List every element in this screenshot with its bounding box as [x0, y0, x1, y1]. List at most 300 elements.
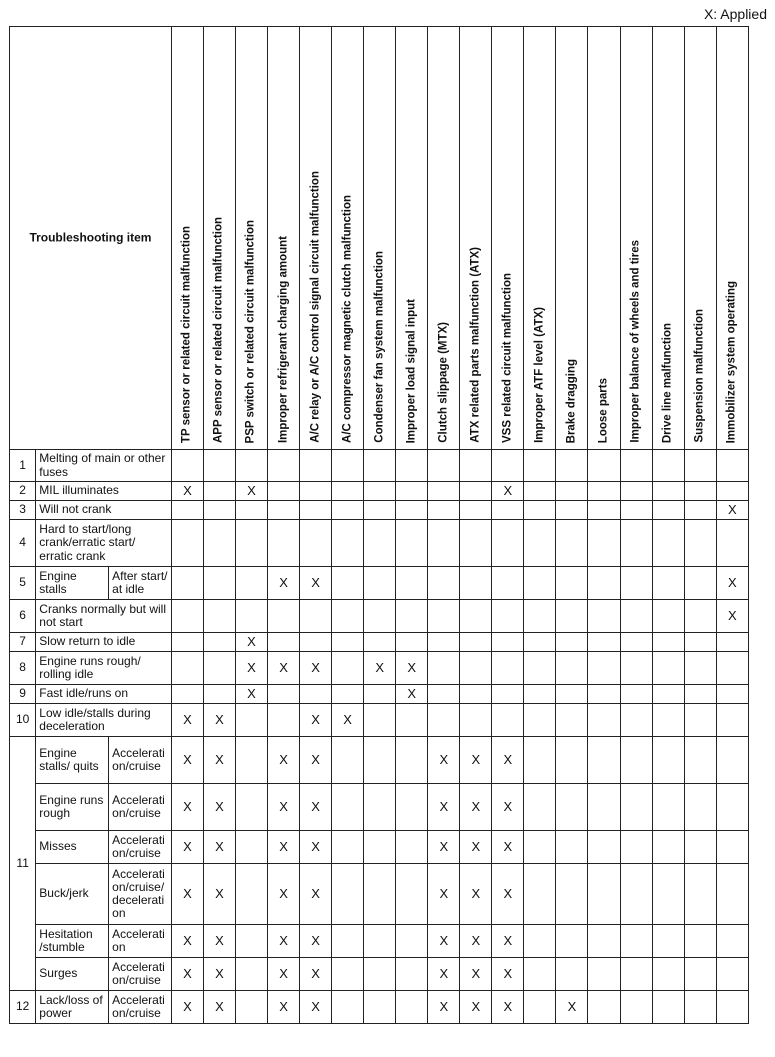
mark-cell — [652, 520, 684, 567]
mark-cell: X — [171, 784, 203, 831]
table-body — [10, 450, 749, 1024]
mark-cell — [652, 482, 684, 501]
mark-cell — [620, 482, 652, 501]
mark-cell: X — [268, 567, 300, 600]
mark-cell — [588, 831, 620, 864]
mark-cell — [588, 652, 620, 685]
mark-cell — [332, 864, 364, 925]
mark-cell — [364, 864, 396, 925]
column-header-label: VSS related circuit malfunction — [501, 273, 514, 443]
mark-cell: X — [332, 704, 364, 737]
mark-cell — [652, 633, 684, 652]
mark-cell — [332, 991, 364, 1024]
row-number: 3 — [10, 501, 36, 520]
mark-cell — [620, 685, 652, 704]
table-row — [10, 737, 749, 784]
mark-cell — [588, 600, 620, 633]
mark-cell — [364, 704, 396, 737]
mark-cell — [652, 704, 684, 737]
mark-cell — [396, 704, 428, 737]
mark-cell — [332, 633, 364, 652]
mark-cell — [556, 652, 588, 685]
row-item: Misses — [36, 831, 109, 864]
mark-cell — [332, 784, 364, 831]
mark-cell — [620, 737, 652, 784]
mark-cell — [652, 991, 684, 1024]
mark-cell — [364, 685, 396, 704]
mark-cell — [524, 520, 556, 567]
mark-cell — [300, 501, 332, 520]
mark-cell — [716, 482, 748, 501]
mark-cell: X — [203, 737, 235, 784]
mark-cell — [524, 482, 556, 501]
mark-cell — [524, 991, 556, 1024]
table-row — [10, 864, 749, 925]
mark-cell — [588, 991, 620, 1024]
mark-cell — [460, 482, 492, 501]
table-row — [10, 991, 749, 1024]
mark-cell: X — [300, 737, 332, 784]
mark-cell: X — [203, 958, 235, 991]
mark-cell — [588, 633, 620, 652]
mark-cell — [203, 450, 235, 482]
row-number: 4 — [10, 520, 36, 567]
mark-cell — [364, 482, 396, 501]
mark-cell — [460, 704, 492, 737]
mark-cell — [716, 704, 748, 737]
mark-cell — [268, 704, 300, 737]
mark-cell — [524, 450, 556, 482]
mark-cell: X — [300, 831, 332, 864]
mark-cell — [684, 501, 716, 520]
row-condition: Accelerati on/cruise — [109, 784, 172, 831]
mark-cell — [524, 567, 556, 600]
header-row — [10, 27, 749, 450]
mark-cell — [588, 450, 620, 482]
table-row — [10, 704, 749, 737]
mark-cell — [716, 520, 748, 567]
mark-cell — [588, 520, 620, 567]
mark-cell: X — [300, 925, 332, 958]
column-header — [492, 27, 524, 450]
mark-cell — [492, 520, 524, 567]
mark-cell: X — [300, 704, 332, 737]
row-condition: Accelerati on/cruise/ decelerati on — [109, 864, 172, 925]
column-header — [364, 27, 396, 450]
mark-cell — [203, 600, 235, 633]
mark-cell: X — [492, 991, 524, 1024]
mark-cell — [396, 501, 428, 520]
table-row — [10, 652, 749, 685]
column-header — [684, 27, 716, 450]
mark-cell — [684, 831, 716, 864]
mark-cell — [652, 784, 684, 831]
mark-cell — [460, 633, 492, 652]
mark-cell — [524, 784, 556, 831]
mark-cell — [396, 831, 428, 864]
mark-cell — [396, 864, 428, 925]
mark-cell — [428, 704, 460, 737]
mark-cell — [716, 784, 748, 831]
mark-cell — [716, 652, 748, 685]
column-header-label: A/C compressor magnetic clutch malfunction — [341, 195, 354, 443]
mark-cell — [364, 991, 396, 1024]
mark-cell — [171, 685, 203, 704]
mark-cell — [235, 567, 267, 600]
column-header-label: Condenser fan system malfunction — [373, 251, 386, 443]
mark-cell: X — [171, 737, 203, 784]
mark-cell — [524, 831, 556, 864]
row-item: Slow return to idle — [36, 633, 172, 652]
column-header-label: Immobilizer system operating — [726, 280, 739, 443]
mark-cell — [268, 450, 300, 482]
column-header — [171, 27, 203, 450]
mark-cell — [588, 685, 620, 704]
column-header-label: Loose parts — [597, 377, 610, 443]
mark-cell — [396, 633, 428, 652]
mark-cell — [684, 520, 716, 567]
mark-cell — [364, 567, 396, 600]
mark-cell — [556, 520, 588, 567]
mark-cell — [332, 737, 364, 784]
column-header-label: TP sensor or related circuit malfunction — [181, 225, 194, 443]
mark-cell — [524, 600, 556, 633]
mark-cell — [235, 925, 267, 958]
mark-cell — [684, 600, 716, 633]
mark-cell — [235, 864, 267, 925]
mark-cell — [460, 685, 492, 704]
mark-cell — [235, 831, 267, 864]
row-item: Engine stalls — [36, 567, 109, 600]
column-header-label: Improper refrigerant charging amount — [277, 235, 290, 443]
mark-cell — [396, 567, 428, 600]
mark-cell — [428, 633, 460, 652]
mark-cell: X — [492, 784, 524, 831]
row-item: Buck/jerk — [36, 864, 109, 925]
mark-cell — [524, 652, 556, 685]
mark-cell — [332, 482, 364, 501]
mark-cell: X — [203, 925, 235, 958]
legend: X: Applied — [703, 6, 767, 22]
mark-cell — [652, 450, 684, 482]
column-header — [268, 27, 300, 450]
mark-cell — [235, 704, 267, 737]
mark-cell — [716, 737, 748, 784]
mark-cell: X — [492, 958, 524, 991]
mark-cell — [652, 737, 684, 784]
mark-cell — [620, 958, 652, 991]
mark-cell: X — [300, 991, 332, 1024]
troubleshooting-table — [9, 26, 749, 1024]
table-row — [10, 925, 749, 958]
row-number: 2 — [10, 482, 36, 501]
row-number: 11 — [10, 737, 36, 991]
mark-cell — [364, 958, 396, 991]
mark-cell — [364, 831, 396, 864]
mark-cell — [332, 567, 364, 600]
mark-cell — [235, 450, 267, 482]
mark-cell — [396, 925, 428, 958]
mark-cell — [203, 685, 235, 704]
mark-cell — [235, 600, 267, 633]
mark-cell — [524, 958, 556, 991]
row-condition: Accelerati on/cruise — [109, 991, 172, 1024]
table-row — [10, 600, 749, 633]
mark-cell — [268, 501, 300, 520]
mark-cell — [171, 567, 203, 600]
mark-cell — [300, 520, 332, 567]
mark-cell — [364, 925, 396, 958]
row-number: 7 — [10, 633, 36, 652]
mark-cell: X — [171, 925, 203, 958]
row-condition: Accelerati on/cruise — [109, 737, 172, 784]
mark-cell: X — [460, 831, 492, 864]
mark-cell: X — [300, 958, 332, 991]
mark-cell — [684, 737, 716, 784]
mark-cell — [588, 925, 620, 958]
mark-cell — [524, 501, 556, 520]
mark-cell — [364, 501, 396, 520]
mark-cell — [588, 567, 620, 600]
mark-cell: X — [171, 482, 203, 501]
mark-cell — [268, 520, 300, 567]
mark-cell: X — [300, 864, 332, 925]
mark-cell — [332, 925, 364, 958]
mark-cell: X — [492, 482, 524, 501]
row-item: Fast idle/runs on — [36, 685, 172, 704]
mark-cell: X — [460, 784, 492, 831]
column-header — [524, 27, 556, 450]
mark-cell: X — [300, 567, 332, 600]
mark-cell — [300, 600, 332, 633]
mark-cell — [364, 600, 396, 633]
mark-cell — [716, 450, 748, 482]
mark-cell — [684, 450, 716, 482]
mark-cell: X — [428, 991, 460, 1024]
mark-cell — [203, 520, 235, 567]
table-row — [10, 450, 749, 482]
mark-cell — [492, 600, 524, 633]
table-row — [10, 501, 749, 520]
mark-cell — [556, 784, 588, 831]
row-item: Hard to start/long crank/erratic start/ erratic crank — [36, 520, 172, 567]
mark-cell — [716, 685, 748, 704]
mark-cell: X — [235, 685, 267, 704]
mark-cell — [332, 685, 364, 704]
mark-cell — [716, 958, 748, 991]
mark-cell — [171, 501, 203, 520]
mark-cell: X — [268, 652, 300, 685]
table-row — [10, 958, 749, 991]
header-title — [10, 27, 172, 450]
mark-cell: X — [556, 991, 588, 1024]
column-header — [460, 27, 492, 450]
mark-cell — [524, 925, 556, 958]
mark-cell — [300, 685, 332, 704]
table-row — [10, 567, 749, 600]
mark-cell: X — [364, 652, 396, 685]
mark-cell — [556, 925, 588, 958]
mark-cell: X — [268, 784, 300, 831]
column-header — [588, 27, 620, 450]
mark-cell — [684, 685, 716, 704]
mark-cell — [203, 567, 235, 600]
mark-cell — [492, 567, 524, 600]
mark-cell — [524, 704, 556, 737]
mark-cell: X — [716, 501, 748, 520]
mark-cell: X — [235, 652, 267, 685]
mark-cell — [235, 784, 267, 831]
mark-cell — [203, 633, 235, 652]
header-title-text: Troubleshooting item — [29, 230, 152, 245]
mark-cell: X — [460, 991, 492, 1024]
row-item: MIL illuminates — [36, 482, 172, 501]
mark-cell — [492, 704, 524, 737]
mark-cell — [684, 482, 716, 501]
mark-cell — [364, 784, 396, 831]
mark-cell — [396, 784, 428, 831]
table-row — [10, 520, 749, 567]
mark-cell — [235, 991, 267, 1024]
mark-cell — [716, 925, 748, 958]
mark-cell — [171, 450, 203, 482]
mark-cell — [652, 501, 684, 520]
mark-cell — [364, 633, 396, 652]
mark-cell — [556, 450, 588, 482]
mark-cell: X — [396, 685, 428, 704]
mark-cell — [588, 958, 620, 991]
mark-cell — [620, 652, 652, 685]
mark-cell — [556, 633, 588, 652]
row-number: 9 — [10, 685, 36, 704]
mark-cell — [171, 600, 203, 633]
column-header-label: PSP switch or related circuit malfunction — [245, 219, 258, 443]
mark-cell: X — [268, 737, 300, 784]
mark-cell — [235, 958, 267, 991]
mark-cell: X — [460, 925, 492, 958]
row-item: Cranks normally but will not start — [36, 600, 172, 633]
mark-cell: X — [460, 864, 492, 925]
column-header — [716, 27, 748, 450]
mark-cell — [716, 831, 748, 864]
mark-cell — [556, 482, 588, 501]
mark-cell: X — [171, 958, 203, 991]
row-number: 8 — [10, 652, 36, 685]
mark-cell — [268, 600, 300, 633]
mark-cell: X — [203, 704, 235, 737]
mark-cell — [620, 520, 652, 567]
mark-cell — [588, 501, 620, 520]
mark-cell — [460, 450, 492, 482]
mark-cell — [620, 704, 652, 737]
mark-cell — [620, 784, 652, 831]
mark-cell — [620, 831, 652, 864]
mark-cell: X — [396, 652, 428, 685]
row-number: 1 — [10, 450, 36, 482]
mark-cell — [588, 784, 620, 831]
mark-cell — [396, 520, 428, 567]
mark-cell — [428, 520, 460, 567]
mark-cell: X — [716, 600, 748, 633]
mark-cell — [364, 737, 396, 784]
mark-cell — [332, 600, 364, 633]
mark-cell — [428, 567, 460, 600]
mark-cell: X — [428, 737, 460, 784]
column-header — [556, 27, 588, 450]
mark-cell — [652, 685, 684, 704]
mark-cell — [652, 600, 684, 633]
mark-cell — [396, 991, 428, 1024]
mark-cell — [428, 450, 460, 482]
mark-cell — [588, 737, 620, 784]
row-number: 6 — [10, 600, 36, 633]
mark-cell — [524, 737, 556, 784]
mark-cell — [620, 864, 652, 925]
column-header — [396, 27, 428, 450]
row-item: Surges — [36, 958, 109, 991]
mark-cell: X — [460, 737, 492, 784]
mark-cell: X — [268, 925, 300, 958]
mark-cell: X — [460, 958, 492, 991]
mark-cell: X — [492, 864, 524, 925]
mark-cell — [620, 450, 652, 482]
mark-cell — [620, 925, 652, 958]
mark-cell: X — [492, 737, 524, 784]
column-header — [652, 27, 684, 450]
mark-cell — [300, 633, 332, 652]
mark-cell — [620, 991, 652, 1024]
mark-cell: X — [492, 925, 524, 958]
mark-cell — [684, 652, 716, 685]
mark-cell — [460, 520, 492, 567]
mark-cell — [203, 501, 235, 520]
row-number: 10 — [10, 704, 36, 737]
mark-cell — [235, 501, 267, 520]
mark-cell — [396, 482, 428, 501]
row-item: Lack/loss of power — [36, 991, 109, 1024]
mark-cell — [652, 925, 684, 958]
mark-cell — [588, 704, 620, 737]
column-header-label: A/C relay or A/C control signal circuit malfunction — [309, 171, 322, 443]
mark-cell — [428, 685, 460, 704]
column-header — [428, 27, 460, 450]
mark-cell: X — [235, 482, 267, 501]
mark-cell — [268, 482, 300, 501]
mark-cell: X — [428, 925, 460, 958]
mark-cell — [268, 633, 300, 652]
column-header — [620, 27, 652, 450]
mark-cell — [332, 652, 364, 685]
mark-cell: X — [203, 864, 235, 925]
mark-cell — [300, 450, 332, 482]
column-header-label: APP sensor or related circuit malfunction — [213, 216, 226, 443]
column-header-label: Improper balance of wheels and tires — [629, 240, 642, 443]
mark-cell — [556, 600, 588, 633]
mark-cell — [684, 784, 716, 831]
mark-cell — [684, 925, 716, 958]
mark-cell — [556, 685, 588, 704]
mark-cell: X — [268, 864, 300, 925]
mark-cell: X — [171, 991, 203, 1024]
mark-cell — [364, 450, 396, 482]
mark-cell — [684, 958, 716, 991]
mark-cell — [492, 633, 524, 652]
mark-cell — [684, 567, 716, 600]
row-number: 5 — [10, 567, 36, 600]
table-row — [10, 482, 749, 501]
mark-cell — [428, 482, 460, 501]
row-item: Engine runs rough — [36, 784, 109, 831]
